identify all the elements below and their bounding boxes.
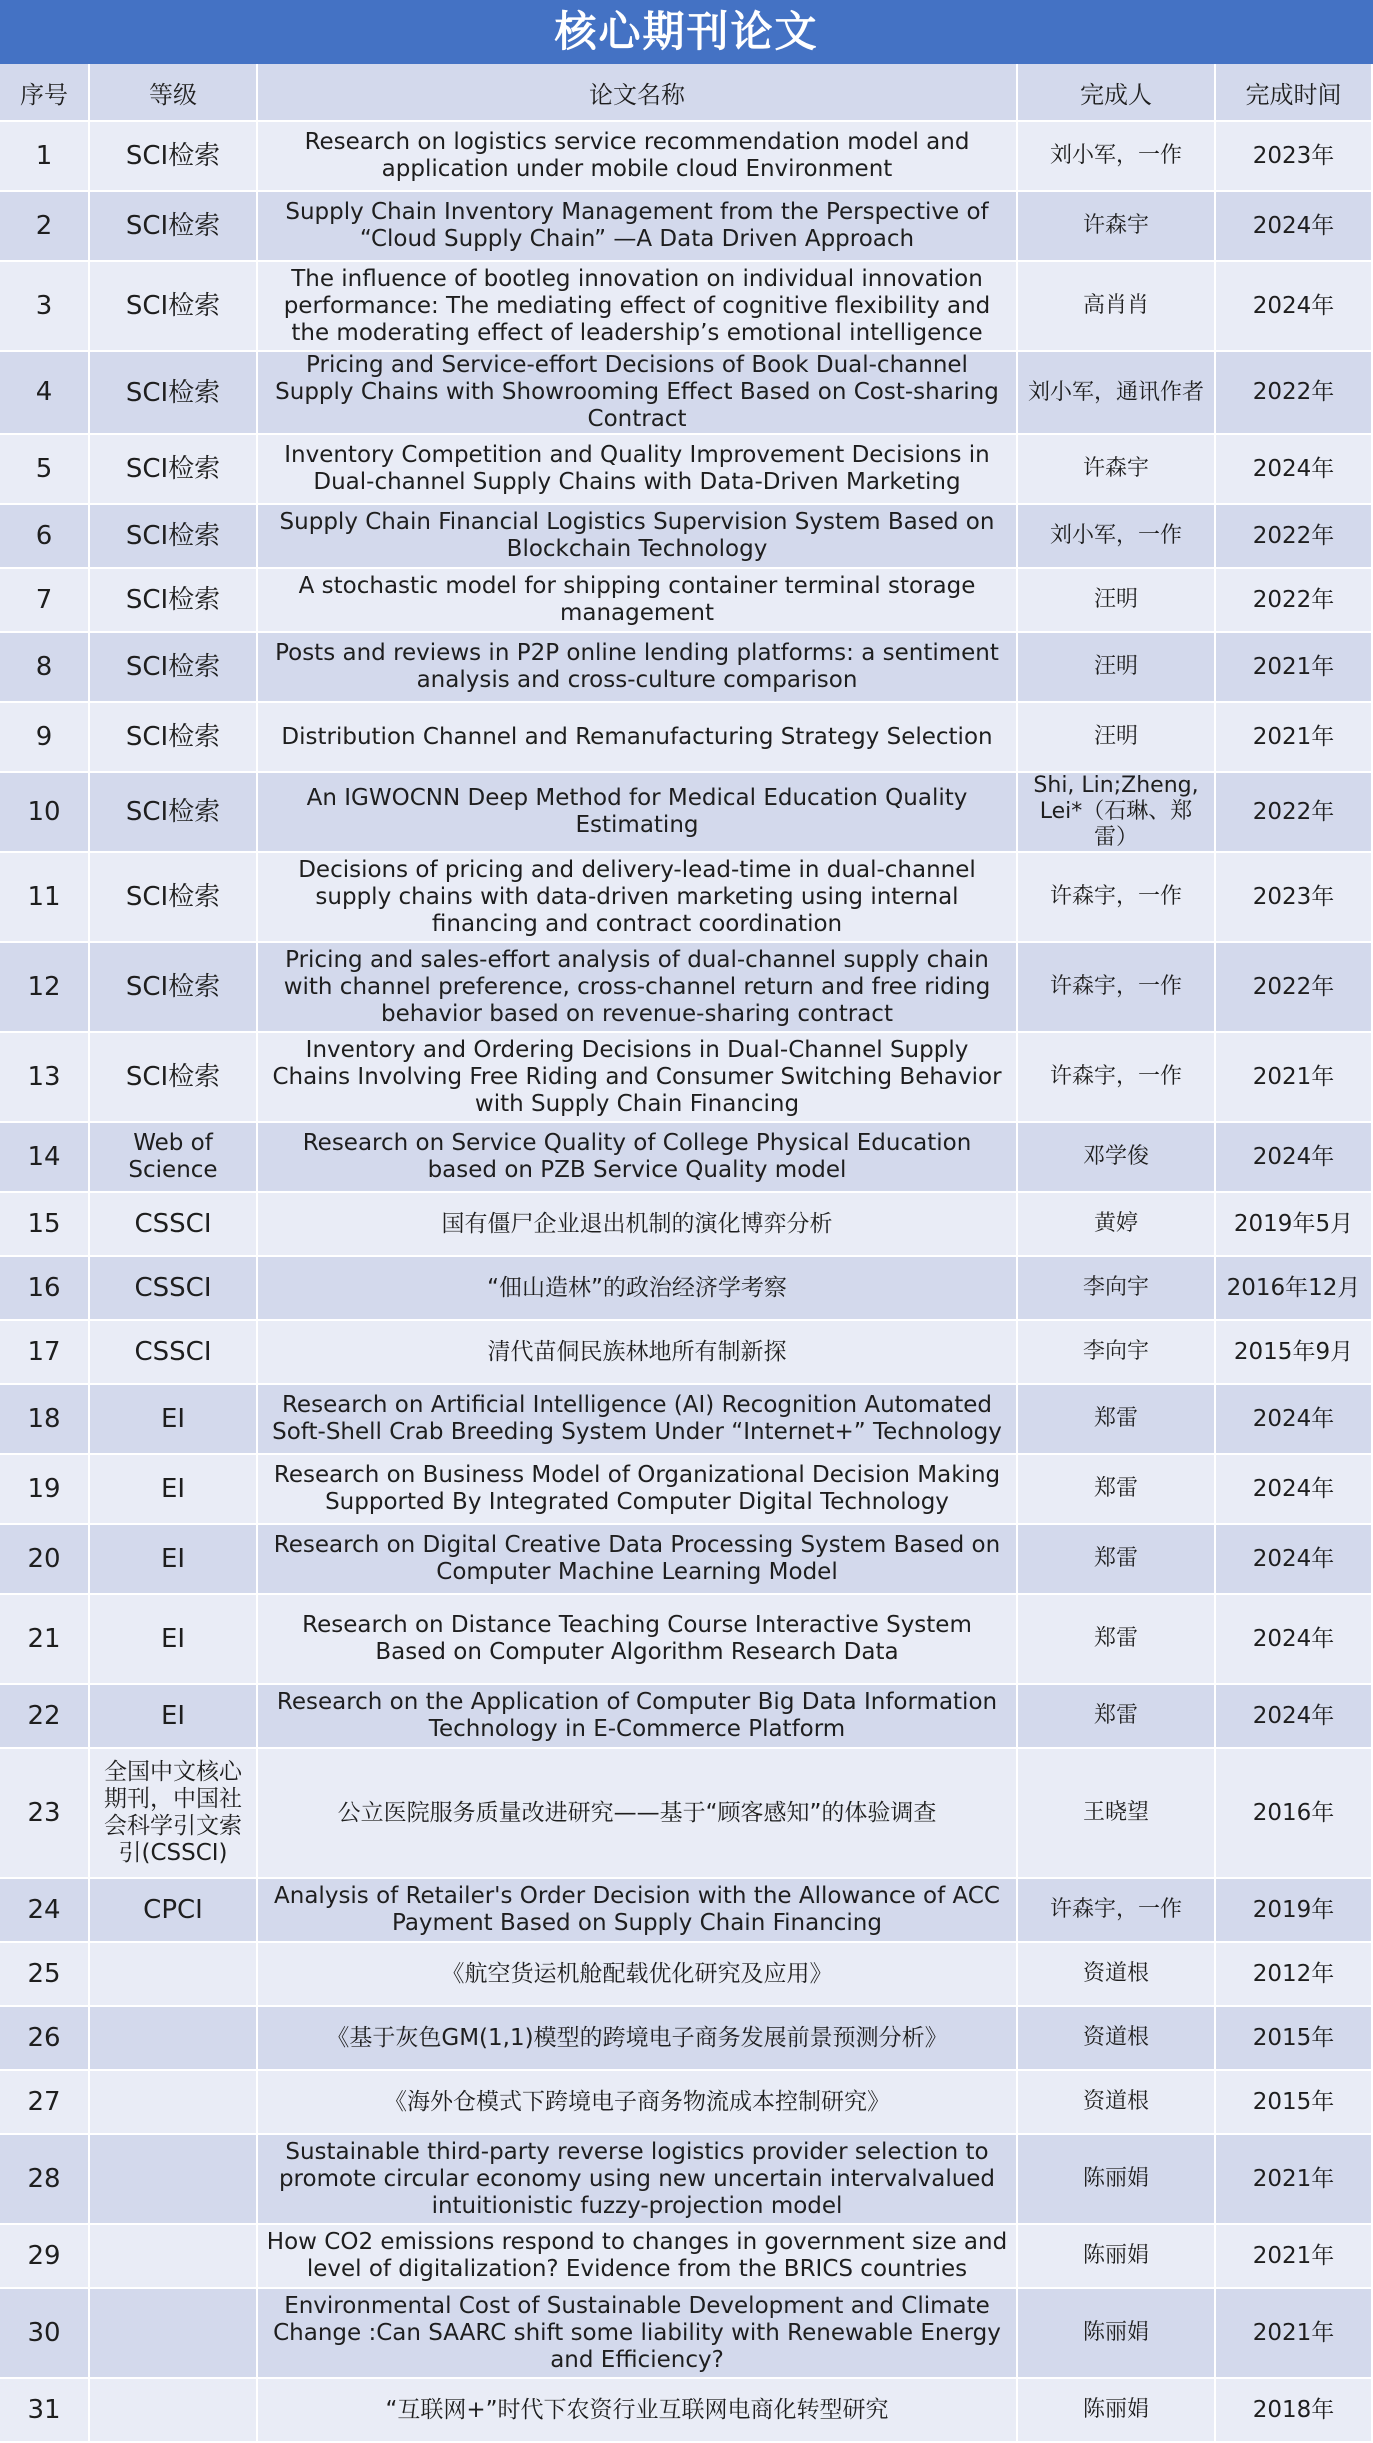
- table-row: [0, 2225, 1373, 2289]
- cell-seq: 1: [0, 122, 90, 192]
- cell-time: 2015年9月: [1216, 1321, 1373, 1385]
- cell-seq: 12: [0, 943, 90, 1033]
- cell-title: Inventory and Ordering Decisions in Dual-Channel Supply Chains Involving Free Riding and Consumer Switching Behavior with Supply Chain Financing: [258, 1033, 1018, 1123]
- cell-grade: CSSCI: [90, 1321, 258, 1385]
- cell-seq: 8: [0, 633, 90, 703]
- cell-title: The influence of bootleg innovation on individual innovation performance: The mediating effect of cognitive flexibility and the moderating effect of leadership’s emotional intelligence: [258, 262, 1018, 352]
- cell-title: Distribution Channel and Remanufacturing Strategy Selection: [258, 703, 1018, 773]
- cell-seq: 16: [0, 1257, 90, 1321]
- cell-grade: CPCI: [90, 1879, 258, 1943]
- cell-seq: 29: [0, 2225, 90, 2289]
- papers-table: [0, 64, 1373, 2443]
- cell-author: 王晓望: [1018, 1749, 1216, 1879]
- cell-grade: EI: [90, 1525, 258, 1595]
- cell-seq: 6: [0, 505, 90, 569]
- cell-grade: CSSCI: [90, 1257, 258, 1321]
- cell-grade: [90, 2289, 258, 2379]
- cell-author: 许森宇，一作: [1018, 853, 1216, 943]
- cell-time: 2016年12月: [1216, 1257, 1373, 1321]
- cell-grade: Web of Science: [90, 1123, 258, 1193]
- table-row: [0, 1943, 1373, 2007]
- cell-seq: 25: [0, 1943, 90, 2007]
- cell-title: Research on Distance Teaching Course Interactive System Based on Computer Algorithm Research Data: [258, 1595, 1018, 1685]
- cell-time: 2021年: [1216, 633, 1373, 703]
- cell-time: 2024年: [1216, 1595, 1373, 1685]
- cell-author: 陈丽娟: [1018, 2225, 1216, 2289]
- cell-grade: [90, 2007, 258, 2071]
- cell-time: 2024年: [1216, 1455, 1373, 1525]
- cell-time: 2024年: [1216, 192, 1373, 262]
- cell-author: 李向宇: [1018, 1321, 1216, 1385]
- cell-title: Pricing and sales-effort analysis of dual-channel supply chain with channel preference, cross-channel return and free riding behavior based on revenue-sharing contract: [258, 943, 1018, 1033]
- cell-time: 2019年5月: [1216, 1193, 1373, 1257]
- cell-author: 郑雷: [1018, 1455, 1216, 1525]
- cell-seq: 14: [0, 1123, 90, 1193]
- cell-author: 汪明: [1018, 703, 1216, 773]
- cell-seq: 31: [0, 2379, 90, 2443]
- cell-grade: EI: [90, 1685, 258, 1749]
- cell-grade: SCI检索: [90, 505, 258, 569]
- table-row: [0, 1879, 1373, 1943]
- column-header-time: 完成时间: [1216, 64, 1373, 122]
- cell-title: Supply Chain Inventory Management from the Perspective of “Cloud Supply Chain” —A Data Driven Approach: [258, 192, 1018, 262]
- cell-time: 2021年: [1216, 2225, 1373, 2289]
- cell-author: 资道根: [1018, 2071, 1216, 2135]
- cell-grade: SCI检索: [90, 1033, 258, 1123]
- table-row: [0, 853, 1373, 943]
- table-row: [0, 1123, 1373, 1193]
- cell-seq: 27: [0, 2071, 90, 2135]
- cell-grade: [90, 2135, 258, 2225]
- column-header-grade: 等级: [90, 64, 258, 122]
- table-row: [0, 192, 1373, 262]
- cell-time: 2021年: [1216, 1033, 1373, 1123]
- cell-grade: EI: [90, 1385, 258, 1455]
- cell-author: Shi, Lin;Zheng, Lei*（石琳、郑雷）: [1018, 773, 1216, 853]
- cell-time: 2018年: [1216, 2379, 1373, 2443]
- cell-time: 2024年: [1216, 262, 1373, 352]
- table-row: [0, 773, 1373, 853]
- cell-title: Pricing and Service-effort Decisions of Book Dual-channel Supply Chains with Showrooming Effect Based on Cost-sharing Contract: [258, 352, 1018, 435]
- cell-grade: SCI检索: [90, 703, 258, 773]
- table-row: [0, 435, 1373, 505]
- cell-title: Research on Business Model of Organizational Decision Making Supported By Integrated Computer Digital Technology: [258, 1455, 1018, 1525]
- cell-seq: 9: [0, 703, 90, 773]
- cell-seq: 10: [0, 773, 90, 853]
- table-row: [0, 1193, 1373, 1257]
- cell-seq: 20: [0, 1525, 90, 1595]
- cell-time: 2023年: [1216, 853, 1373, 943]
- cell-time: 2021年: [1216, 2289, 1373, 2379]
- cell-title: Posts and reviews in P2P online lending platforms: a sentiment analysis and cross-culture comparison: [258, 633, 1018, 703]
- cell-title: “佃山造林”的政治经济学考察: [258, 1257, 1018, 1321]
- cell-title: 国有僵尸企业退出机制的演化博弈分析: [258, 1193, 1018, 1257]
- cell-time: 2022年: [1216, 505, 1373, 569]
- cell-grade: 全国中文核心期刊，中国社会科学引文索引(CSSCI): [90, 1749, 258, 1879]
- cell-title: 《基于灰色GM(1,1)模型的跨境电子商务发展前景预测分析》: [258, 2007, 1018, 2071]
- cell-time: 2015年: [1216, 2071, 1373, 2135]
- cell-seq: 17: [0, 1321, 90, 1385]
- cell-author: 郑雷: [1018, 1385, 1216, 1455]
- cell-author: 陈丽娟: [1018, 2135, 1216, 2225]
- cell-seq: 21: [0, 1595, 90, 1685]
- cell-title: 公立医院服务质量改进研究——基于“顾客感知”的体验调查: [258, 1749, 1018, 1879]
- cell-seq: 2: [0, 192, 90, 262]
- cell-grade: SCI检索: [90, 352, 258, 435]
- cell-grade: SCI检索: [90, 569, 258, 633]
- table-row: [0, 1595, 1373, 1685]
- cell-title: Research on logistics service recommendation model and application under mobile cloud Environment: [258, 122, 1018, 192]
- cell-title: Inventory Competition and Quality Improvement Decisions in Dual-channel Supply Chains with Data-Driven Marketing: [258, 435, 1018, 505]
- cell-time: 2021年: [1216, 2135, 1373, 2225]
- table-row: [0, 633, 1373, 703]
- table-row: [0, 703, 1373, 773]
- cell-seq: 3: [0, 262, 90, 352]
- cell-time: 2023年: [1216, 122, 1373, 192]
- cell-author: 陈丽娟: [1018, 2289, 1216, 2379]
- table-header-row: [0, 64, 1373, 122]
- cell-title: “互联网+”时代下农资行业互联网电商化转型研究: [258, 2379, 1018, 2443]
- table-row: [0, 1685, 1373, 1749]
- column-header-title: 论文名称: [258, 64, 1018, 122]
- cell-author: 刘小军，通讯作者: [1018, 352, 1216, 435]
- cell-time: 2022年: [1216, 352, 1373, 435]
- cell-author: 许森宇，一作: [1018, 1879, 1216, 1943]
- cell-grade: [90, 2379, 258, 2443]
- table-row: [0, 1455, 1373, 1525]
- cell-author: 资道根: [1018, 2007, 1216, 2071]
- cell-seq: 4: [0, 352, 90, 435]
- cell-seq: 5: [0, 435, 90, 505]
- cell-grade: [90, 2225, 258, 2289]
- table-row: [0, 2071, 1373, 2135]
- cell-author: 黄婷: [1018, 1193, 1216, 1257]
- cell-seq: 22: [0, 1685, 90, 1749]
- cell-time: 2021年: [1216, 703, 1373, 773]
- cell-grade: SCI检索: [90, 853, 258, 943]
- cell-author: 高肖肖: [1018, 262, 1216, 352]
- cell-author: 许森宇，一作: [1018, 1033, 1216, 1123]
- cell-grade: SCI检索: [90, 262, 258, 352]
- cell-grade: [90, 1943, 258, 2007]
- cell-author: 郑雷: [1018, 1685, 1216, 1749]
- cell-title: Research on Digital Creative Data Processing System Based on Computer Machine Learning Model: [258, 1525, 1018, 1595]
- cell-grade: [90, 2071, 258, 2135]
- cell-grade: EI: [90, 1455, 258, 1525]
- cell-seq: 7: [0, 569, 90, 633]
- table-row: [0, 352, 1373, 435]
- cell-time: 2024年: [1216, 1525, 1373, 1595]
- cell-title: Environmental Cost of Sustainable Development and Climate Change :Can SAARC shift some liability with Renewable Energy and Efficiency?: [258, 2289, 1018, 2379]
- cell-time: 2024年: [1216, 435, 1373, 505]
- cell-title: 清代苗侗民族林地所有制新探: [258, 1321, 1018, 1385]
- cell-title: Sustainable third-party reverse logistics provider selection to promote circular economy using new uncertain intervalvalued intuitionistic fuzzy-projection model: [258, 2135, 1018, 2225]
- cell-time: 2019年: [1216, 1879, 1373, 1943]
- table-row: [0, 262, 1373, 352]
- cell-author: 汪明: [1018, 633, 1216, 703]
- cell-author: 许森宇: [1018, 435, 1216, 505]
- cell-grade: CSSCI: [90, 1193, 258, 1257]
- cell-author: 李向宇: [1018, 1257, 1216, 1321]
- cell-grade: SCI检索: [90, 633, 258, 703]
- table-row: [0, 505, 1373, 569]
- cell-author: 许森宇: [1018, 192, 1216, 262]
- cell-time: 2024年: [1216, 1123, 1373, 1193]
- page-title: 核心期刊论文: [0, 0, 1373, 64]
- cell-seq: 15: [0, 1193, 90, 1257]
- cell-author: 陈丽娟: [1018, 2379, 1216, 2443]
- cell-seq: 19: [0, 1455, 90, 1525]
- cell-time: 2024年: [1216, 1685, 1373, 1749]
- table-row: [0, 1385, 1373, 1455]
- cell-title: How CO2 emissions respond to changes in government size and level of digitalization? Evidence from the BRICS countries: [258, 2225, 1018, 2289]
- table-row: [0, 2135, 1373, 2225]
- table-row: [0, 122, 1373, 192]
- cell-time: 2022年: [1216, 943, 1373, 1033]
- table-row: [0, 2007, 1373, 2071]
- cell-title: Decisions of pricing and delivery-lead-time in dual-channel supply chains with data-driven marketing using internal financing and contract coordination: [258, 853, 1018, 943]
- cell-author: 汪明: [1018, 569, 1216, 633]
- cell-seq: 26: [0, 2007, 90, 2071]
- cell-time: 2022年: [1216, 773, 1373, 853]
- cell-seq: 24: [0, 1879, 90, 1943]
- table-row: [0, 1749, 1373, 1879]
- cell-title: Supply Chain Financial Logistics Supervision System Based on Blockchain Technology: [258, 505, 1018, 569]
- cell-time: 2015年: [1216, 2007, 1373, 2071]
- cell-grade: SCI检索: [90, 122, 258, 192]
- cell-seq: 18: [0, 1385, 90, 1455]
- cell-grade: EI: [90, 1595, 258, 1685]
- cell-author: 许森宇，一作: [1018, 943, 1216, 1033]
- cell-author: 邓学俊: [1018, 1123, 1216, 1193]
- cell-time: 2012年: [1216, 1943, 1373, 2007]
- table-row: [0, 1525, 1373, 1595]
- cell-time: 2024年: [1216, 1385, 1373, 1455]
- table-row: [0, 2289, 1373, 2379]
- cell-title: 《航空货运机舱配载优化研究及应用》: [258, 1943, 1018, 2007]
- cell-author: 郑雷: [1018, 1525, 1216, 1595]
- cell-grade: SCI检索: [90, 773, 258, 853]
- cell-grade: SCI检索: [90, 435, 258, 505]
- cell-time: 2016年: [1216, 1749, 1373, 1879]
- cell-author: 资道根: [1018, 1943, 1216, 2007]
- table-row: [0, 1033, 1373, 1123]
- table-row: [0, 1257, 1373, 1321]
- cell-seq: 11: [0, 853, 90, 943]
- table-row: [0, 569, 1373, 633]
- cell-title: A stochastic model for shipping container terminal storage management: [258, 569, 1018, 633]
- cell-seq: 30: [0, 2289, 90, 2379]
- cell-title: Research on Service Quality of College Physical Education based on PZB Service Quality model: [258, 1123, 1018, 1193]
- table-row: [0, 2379, 1373, 2443]
- cell-title: Research on the Application of Computer Big Data Information Technology in E-Commerce Platform: [258, 1685, 1018, 1749]
- table-row: [0, 1321, 1373, 1385]
- cell-grade: SCI检索: [90, 943, 258, 1033]
- cell-author: 刘小军，一作: [1018, 122, 1216, 192]
- table-body: [0, 122, 1373, 2443]
- cell-seq: 28: [0, 2135, 90, 2225]
- table-row: [0, 943, 1373, 1033]
- cell-grade: SCI检索: [90, 192, 258, 262]
- cell-time: 2022年: [1216, 569, 1373, 633]
- cell-seq: 13: [0, 1033, 90, 1123]
- cell-seq: 23: [0, 1749, 90, 1879]
- column-header-seq: 序号: [0, 64, 90, 122]
- cell-author: 郑雷: [1018, 1595, 1216, 1685]
- cell-title: 《海外仓模式下跨境电子商务物流成本控制研究》: [258, 2071, 1018, 2135]
- cell-title: An IGWOCNN Deep Method for Medical Education Quality Estimating: [258, 773, 1018, 853]
- cell-title: Research on Artificial Intelligence (AI) Recognition Automated Soft-Shell Crab Breeding System Under “Internet+” Technology: [258, 1385, 1018, 1455]
- cell-title: Analysis of Retailer's Order Decision with the Allowance of ACC Payment Based on Supply Chain Financing: [258, 1879, 1018, 1943]
- cell-author: 刘小军，一作: [1018, 505, 1216, 569]
- column-header-author: 完成人: [1018, 64, 1216, 122]
